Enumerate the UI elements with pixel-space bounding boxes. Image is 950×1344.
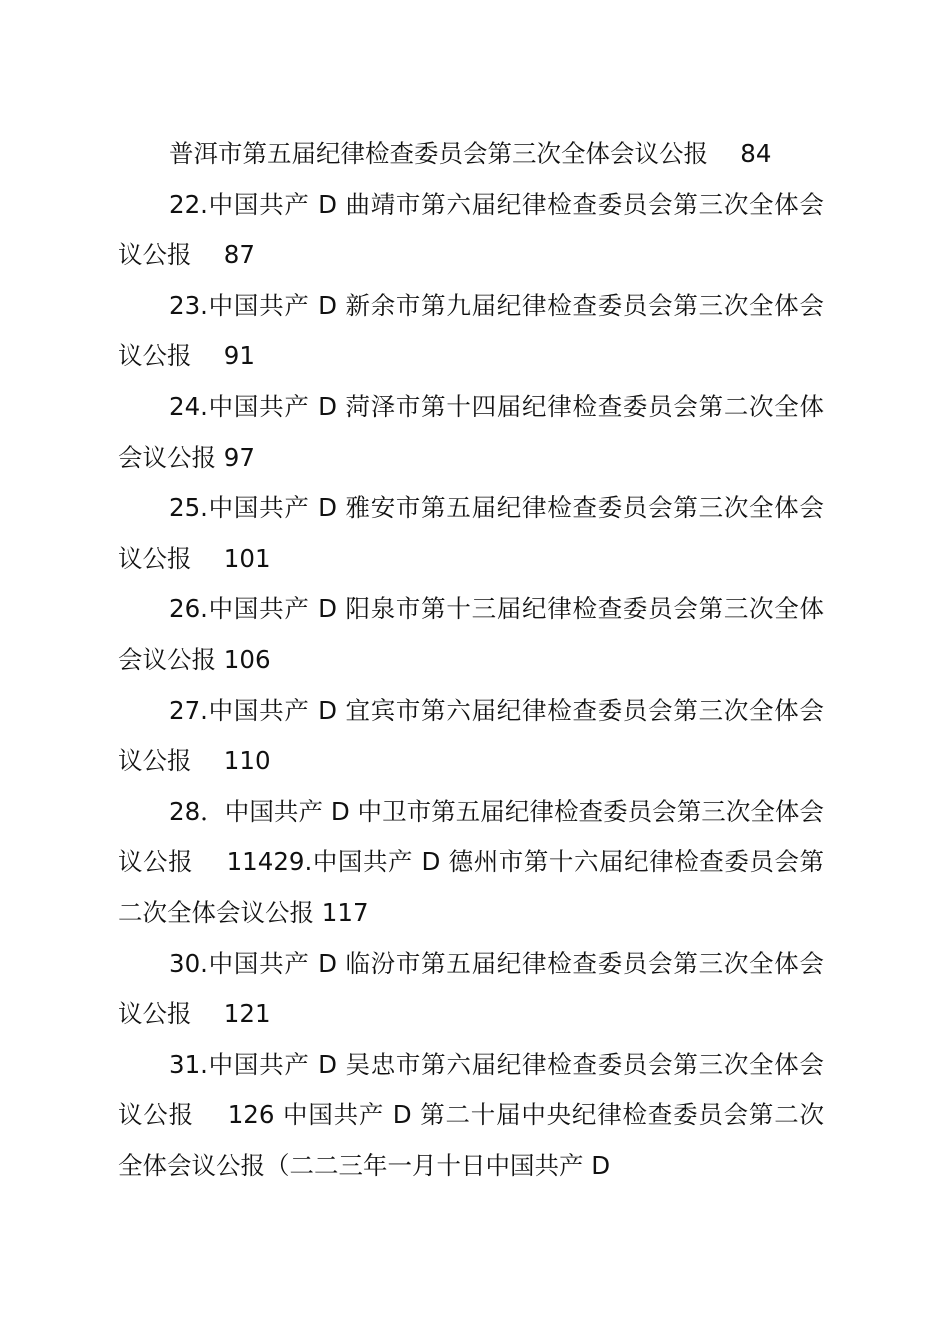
toc-entry-27: 27.中国共产 D 宜宾市第六届纪律检查委员会第三次全体会议公报 110 bbox=[118, 695, 824, 776]
document-body bbox=[118, 129, 824, 1191]
toc-entry-26: 26.中国共产 D 阳泉市第十三届纪律检查委员会第三次全体会议公报 106 bbox=[118, 594, 824, 674]
toc-entry-31: 31.中国共产 D 吴忠市第六届纪律检查委员会第三次全体会议公报 126 中国共产 D 第二十届中央纪律检查委员会第二次全体会议公报（二二三年一月十日中国共产 D bbox=[118, 1049, 824, 1180]
toc-entry-23: 23.中国共产 D 新余市第九届纪律检查委员会第三次全体会议公报 91 bbox=[118, 290, 824, 371]
toc-entry-28-29: 28．中国共产 D 中卫市第五届纪律检查委员会第三次全体会议公报 11429.中国共产 D 德州市第十六届纪律检查委员会第二次全体会议公报 117 bbox=[118, 796, 824, 927]
toc-entry-30: 30.中国共产 D 临汾市第五届纪律检查委员会第三次全体会议公报 121 bbox=[118, 948, 824, 1029]
toc-entry-21-continued: 普洱市第五届纪律检查委员会第三次全体会议公报 84 bbox=[169, 139, 772, 168]
toc-entry-25: 25.中国共产 D 雅安市第五届纪律检查委员会第三次全体会议公报 101 bbox=[118, 493, 824, 573]
toc-entry-24: 24.中国共产 D 菏泽市第十四届纪律检查委员会第二次全体会议公报 97 bbox=[118, 391, 824, 472]
toc-entry-22: 22.中国共产 D 曲靖市第六届纪律检查委员会第三次全体会议公报 87 bbox=[118, 189, 824, 270]
